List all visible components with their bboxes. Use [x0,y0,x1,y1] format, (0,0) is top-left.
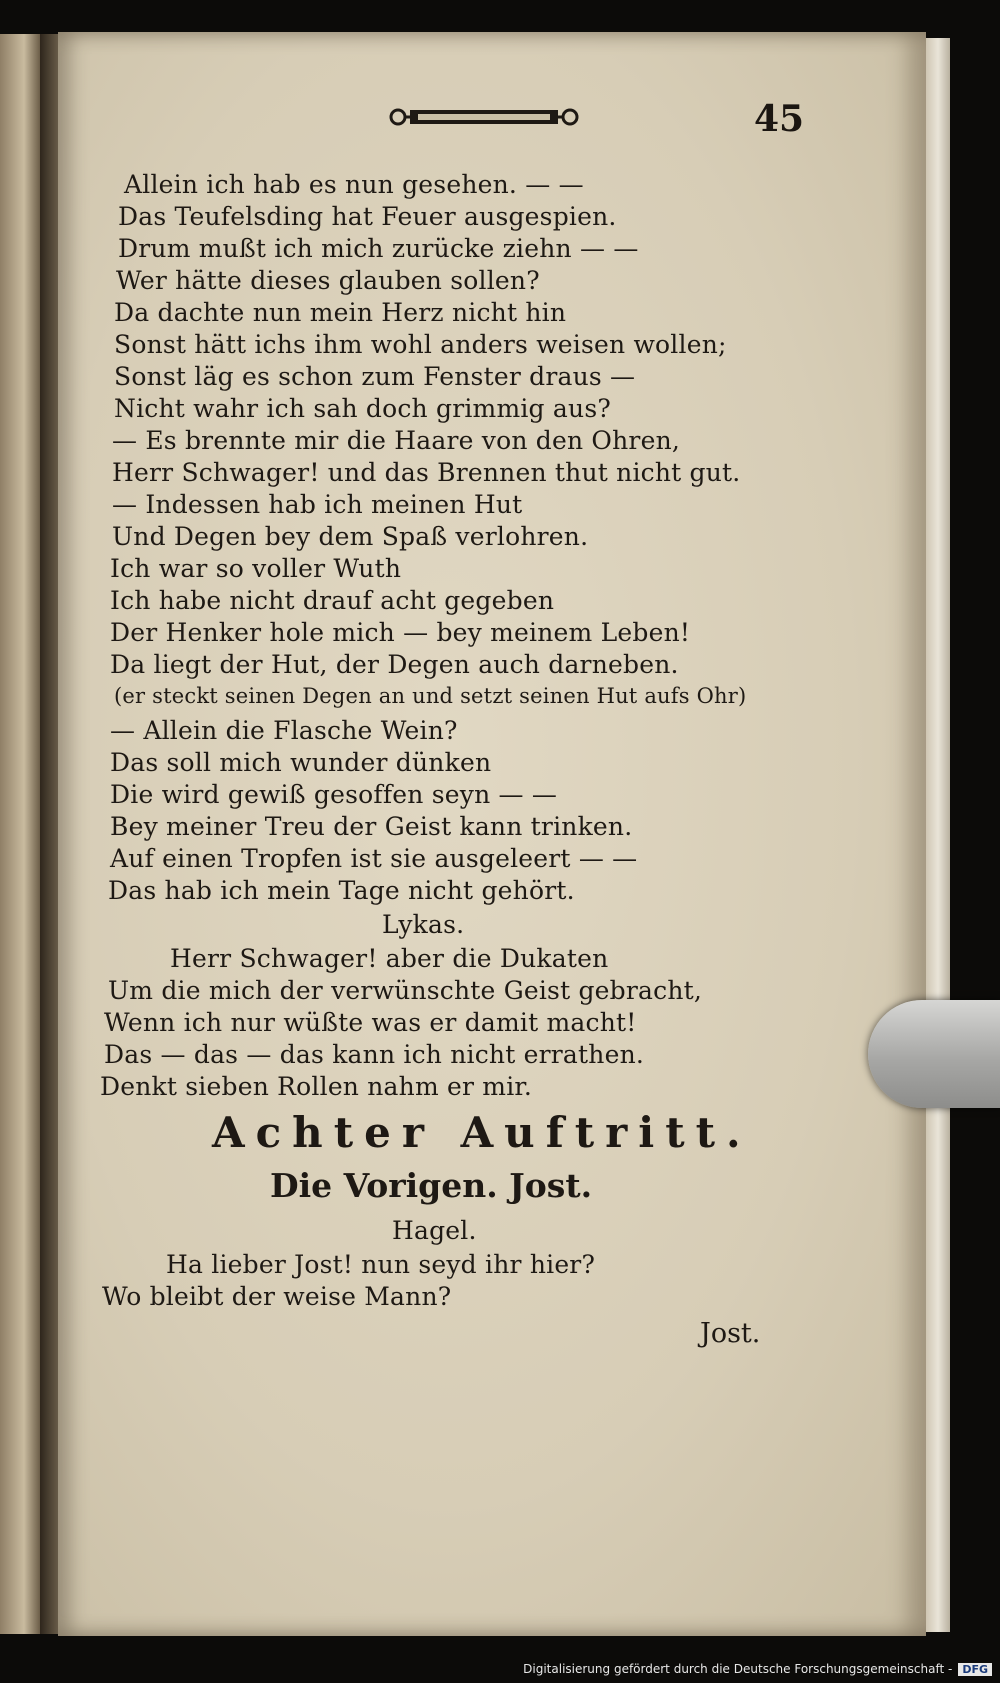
footer-text: Digitalisierung gefördert durch die Deutsche Forschungsgemeinschaft - [523,1662,953,1676]
adjacent-page-edge [0,34,40,1634]
verse-line: Der Henker hole mich — bey meinem Leben! [110,618,691,647]
verse-line: — Es brennte mir die Haare von den Ohren, [112,426,681,455]
verse-line: Herr Schwager! aber die Dukaten [170,944,609,973]
verse-line: Ich habe nicht drauf acht gegeben [110,586,555,615]
verse-line: Sonst hätt ichs ihm wohl anders weisen wollen; [114,330,727,359]
verse-line: Sonst läg es schon zum Fenster draus — [114,362,636,391]
verse-line: Ha lieber Jost! nun seyd ihr hier? [166,1250,596,1279]
page-clip [868,1000,1000,1108]
book-spine [40,34,60,1634]
verse-line: — Indessen hab ich meinen Hut [112,490,523,519]
verse-line: Das hab ich mein Tage nicht gehört. [108,876,575,905]
verse-line: Da liegt der Hut, der Degen auch darneben. [110,650,679,679]
verse-line: Denkt sieben Rollen nahm er mir. [100,1072,532,1101]
verse-line: Und Degen bey dem Spaß verlohren. [112,522,589,551]
scene-subheading: Die Vorigen. Jost. [270,1166,593,1205]
verse-line: Wenn ich nur wüßte was er damit macht! [104,1008,637,1037]
verse-line: Allein ich hab es nun gesehen. — — [124,170,584,199]
verse-line: Das soll mich wunder dünken [110,748,492,777]
catchword: Jost. [700,1318,761,1349]
verse-line: Bey meiner Treu der Geist kann trinken. [110,812,633,841]
scene-heading: Achter Auftritt. [212,1108,752,1157]
verse-line: Drum mußt ich mich zurücke ziehn — — [118,234,639,263]
verse-line: Wer hätte dieses glauben sollen? [116,266,540,295]
verse-line: Herr Schwager! und das Brennen thut nicht gut. [112,458,741,487]
verse-line: Wo bleibt der weise Mann? [102,1282,452,1311]
page-number: 45 [754,98,805,140]
page-fore-edge [926,38,950,1632]
footer-credit [523,1659,992,1679]
speaker-name: Hagel. [392,1216,477,1245]
stage-direction: (er steckt seinen Degen an und setzt seinen Hut aufs Ohr) [114,684,747,708]
verse-line: Die wird gewiß gesoffen seyn — — [110,780,558,809]
verse-line: Auf einen Tropfen ist sie ausgeleert — — [110,844,638,873]
verse-line: Ich war so voller Wuth [110,554,402,583]
dfg-logo: DFG [958,1663,992,1676]
ornamental-rule-icon [388,104,580,130]
verse-line: — Allein die Flasche Wein? [110,716,458,745]
verse-line: Um die mich der verwünschte Geist gebracht, [108,976,703,1005]
verse-line: Da dachte nun mein Herz nicht hin [114,298,567,327]
speaker-name: Lykas. [382,910,465,939]
verse-line: Das Teufelsding hat Feuer ausgespien. [118,202,617,231]
verse-line: Nicht wahr ich sah doch grimmig aus? [114,394,611,423]
verse-line: Das — das — das kann ich nicht errathen. [104,1040,645,1069]
